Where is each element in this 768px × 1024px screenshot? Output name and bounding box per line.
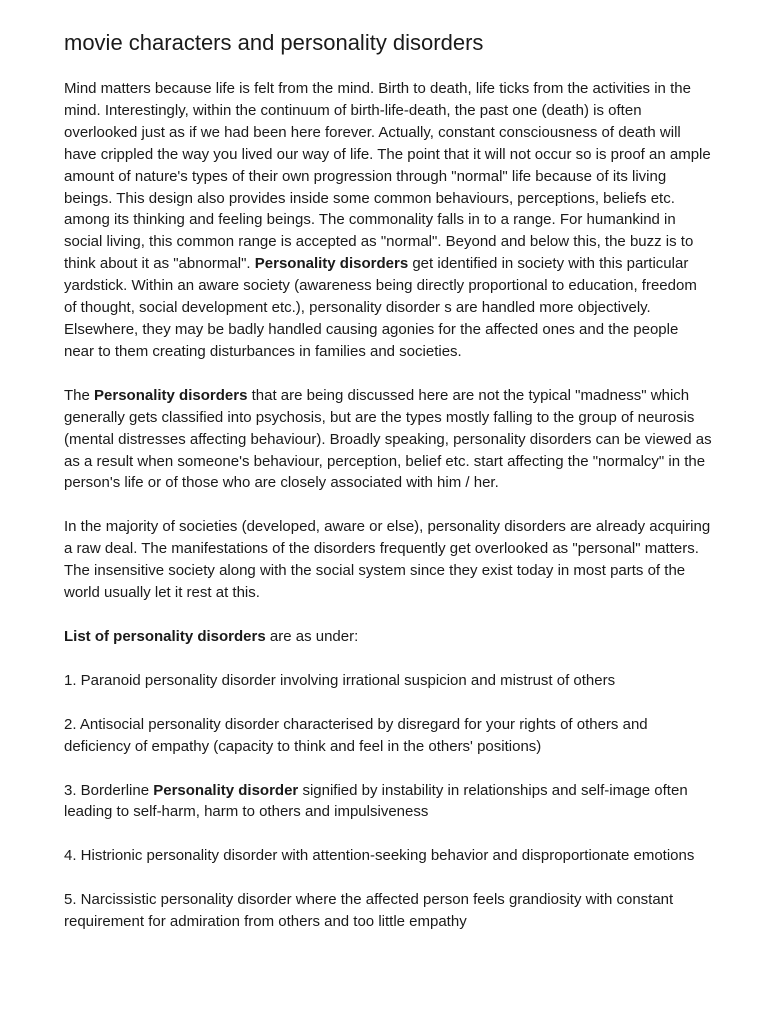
- list-heading-bold: List of personality disorders: [64, 627, 266, 645]
- borderline-text-b: signified by instability in relationships and self-image often leading to self-harm, harm to others and impulsiveness: [64, 781, 688, 821]
- intro-bold-term: Personality disorders: [254, 255, 409, 273]
- list-item-borderline: [64, 780, 712, 824]
- list-heading: [64, 626, 712, 648]
- borderline-text-a: 3. Borderline: [64, 781, 154, 799]
- document-page: [64, 26, 712, 955]
- list-item-histrionic: 4. Histrionic personality disorder with attention-seeking behavior and disproportionate emotions: [64, 847, 695, 865]
- intro-text-a: Mind matters because life is felt from the mind. Birth to death, life ticks from the activities in the mind. Interestingly, within the continuum of birth-life-death, the past one (death) is often overlooked just as if we had been here forever. Actually, constant consciousness of death will have crippled the way you lived our way of life. The point that it will not occur so is proof an ample amount of nature's types of their own progression through "normal" life because of its living beings. This design also provides inside some common behaviours, perceptions, beliefs etc. among its thinking and feeling beings. The commonality falls in to a range. For humankind in social living, this common range is accepted as "normal". Beyond and below this, the buzz is to think about it as "abnormal".: [64, 80, 711, 273]
- paragraph-societies: In the majority of societies (developed, aware or else), personality disorders are already acquiring a raw deal. The manifestations of the disorders frequently get overlooked as "personal" matters. The insensitive society along with the social system since they exist today in most parts of the world usually let it rest at this.: [64, 518, 711, 602]
- definition-text-b: that are being discussed here are not the typical "madness" which generally gets classified into psychosis, but are the types mostly falling to the group of neurosis (mental distresses affecting behaviour). Broadly speaking, personality disorders can be viewed as as a result when someone's behaviour, perception, belief etc. start affecting the "normalcy" in the person's life or of those who are closely associated with him / her.: [64, 386, 712, 492]
- paragraph-intro: [64, 78, 712, 363]
- list-item-antisocial: 2. Antisocial personality disorder characterised by disregard for your rights of others and deficiency of empathy (capacity to think and feel in the others' positions): [64, 715, 648, 755]
- borderline-bold-term: Personality disorder: [153, 781, 299, 799]
- intro-text-b: get identified in society with this particular yardstick. Within an aware society (awareness being directly proportional to education, freedom of thought, social development etc.), personality disorder s are handled more objectively. Elsewhere, they may be badly handled causing agonies for the affected ones and the people near to them creating disturbances in families and societies.: [64, 255, 697, 360]
- paragraph-definition: [64, 385, 712, 495]
- list-item-narcissistic: 5. Narcissistic personality disorder where the affected person feels grandiosity with constant requirement for admiration from others and too little empathy: [64, 891, 674, 931]
- definition-bold-term: Personality disorders: [94, 386, 248, 404]
- list-item-paranoid: 1. Paranoid personality disorder involving irrational suspicion and mistrust of others: [64, 671, 616, 689]
- definition-text-a: The: [64, 386, 95, 404]
- page-title: movie characters and personality disorders: [64, 30, 484, 55]
- list-heading-rest: are as under:: [265, 627, 359, 645]
